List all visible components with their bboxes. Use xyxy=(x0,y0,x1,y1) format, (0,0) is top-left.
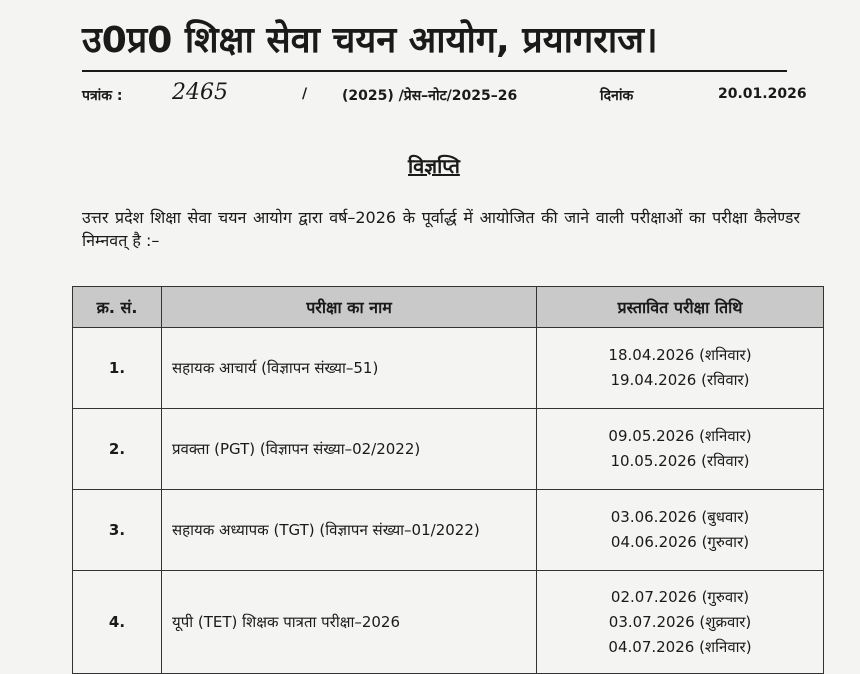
patrank-number: 2465 xyxy=(172,80,228,105)
exam-date: 19.04.2026 (रविवार) xyxy=(610,371,750,389)
reference-number: (2025) /प्रेस–नोट/2025–26 xyxy=(342,88,518,104)
date-label: दिनांक xyxy=(600,88,634,104)
exam-date-cell xyxy=(537,409,824,490)
issue-date: 20.01.2026 xyxy=(718,86,807,102)
exam-name-cell: सहायक अध्यापक (TGT) (विज्ञापन संख्या–01/2022) xyxy=(162,490,537,571)
table-row xyxy=(73,571,824,674)
exam-date-cell xyxy=(537,571,824,674)
commission-title: उ0प्र0 शिक्षा सेवा चयन आयोग, प्रयागराज। xyxy=(82,20,658,61)
notice-paragraph: उत्तर प्रदेश शिक्षा सेवा चयन आयोग द्वारा वर्ष–2026 के पूर्वार्द्ध में आयोजित की जाने वाली परीक्षाओं का परीक्षा कैलेण्डर निम्नवत् है :– xyxy=(82,208,800,250)
exam-date-cell xyxy=(537,490,824,571)
serial-cell: 2. xyxy=(73,409,162,490)
exam-name-cell: सहायक आचार्य (विज्ञापन संख्या–51) xyxy=(162,328,537,409)
table-row xyxy=(73,409,824,490)
title-underline xyxy=(82,70,787,72)
column-header-serial: क्र. सं. xyxy=(73,287,162,328)
serial-cell: 3. xyxy=(73,490,162,571)
column-header-exam-date: प्रस्तावित परीक्षा तिथि xyxy=(537,287,824,328)
exam-date: 04.06.2026 (गुरुवार) xyxy=(610,533,750,551)
patrank-label: पत्रांक : xyxy=(82,88,123,104)
notice-heading: विज्ञप्ति xyxy=(408,154,460,178)
exam-date: 10.05.2026 (रविवार) xyxy=(610,452,750,470)
exam-date: 03.07.2026 (शुक्रवार) xyxy=(608,612,752,631)
exam-name-cell: प्रवक्ता (PGT) (विज्ञापन संख्या–02/2022) xyxy=(162,409,537,490)
exam-date: 09.05.2026 (शनिवार) xyxy=(608,427,752,445)
exam-name-cell: यूपी (TET) शिक्षक पात्रता परीक्षा–2026 xyxy=(162,571,537,674)
patrank-slash: / xyxy=(302,86,308,102)
exam-date-cell xyxy=(537,328,824,409)
table-row xyxy=(73,490,824,571)
exam-date: 18.04.2026 (शनिवार) xyxy=(608,346,752,364)
column-header-exam-name: परीक्षा का नाम xyxy=(162,287,537,328)
exam-date: 02.07.2026 (गुरुवार) xyxy=(610,587,750,606)
serial-cell: 1. xyxy=(73,328,162,409)
table-header-row xyxy=(73,287,824,328)
serial-cell: 4. xyxy=(73,571,162,674)
exam-date: 03.06.2026 (बुधवार) xyxy=(610,508,750,526)
exam-date: 04.07.2026 (शनिवार) xyxy=(608,637,752,656)
exam-calendar-table xyxy=(72,286,824,674)
table-row xyxy=(73,328,824,409)
